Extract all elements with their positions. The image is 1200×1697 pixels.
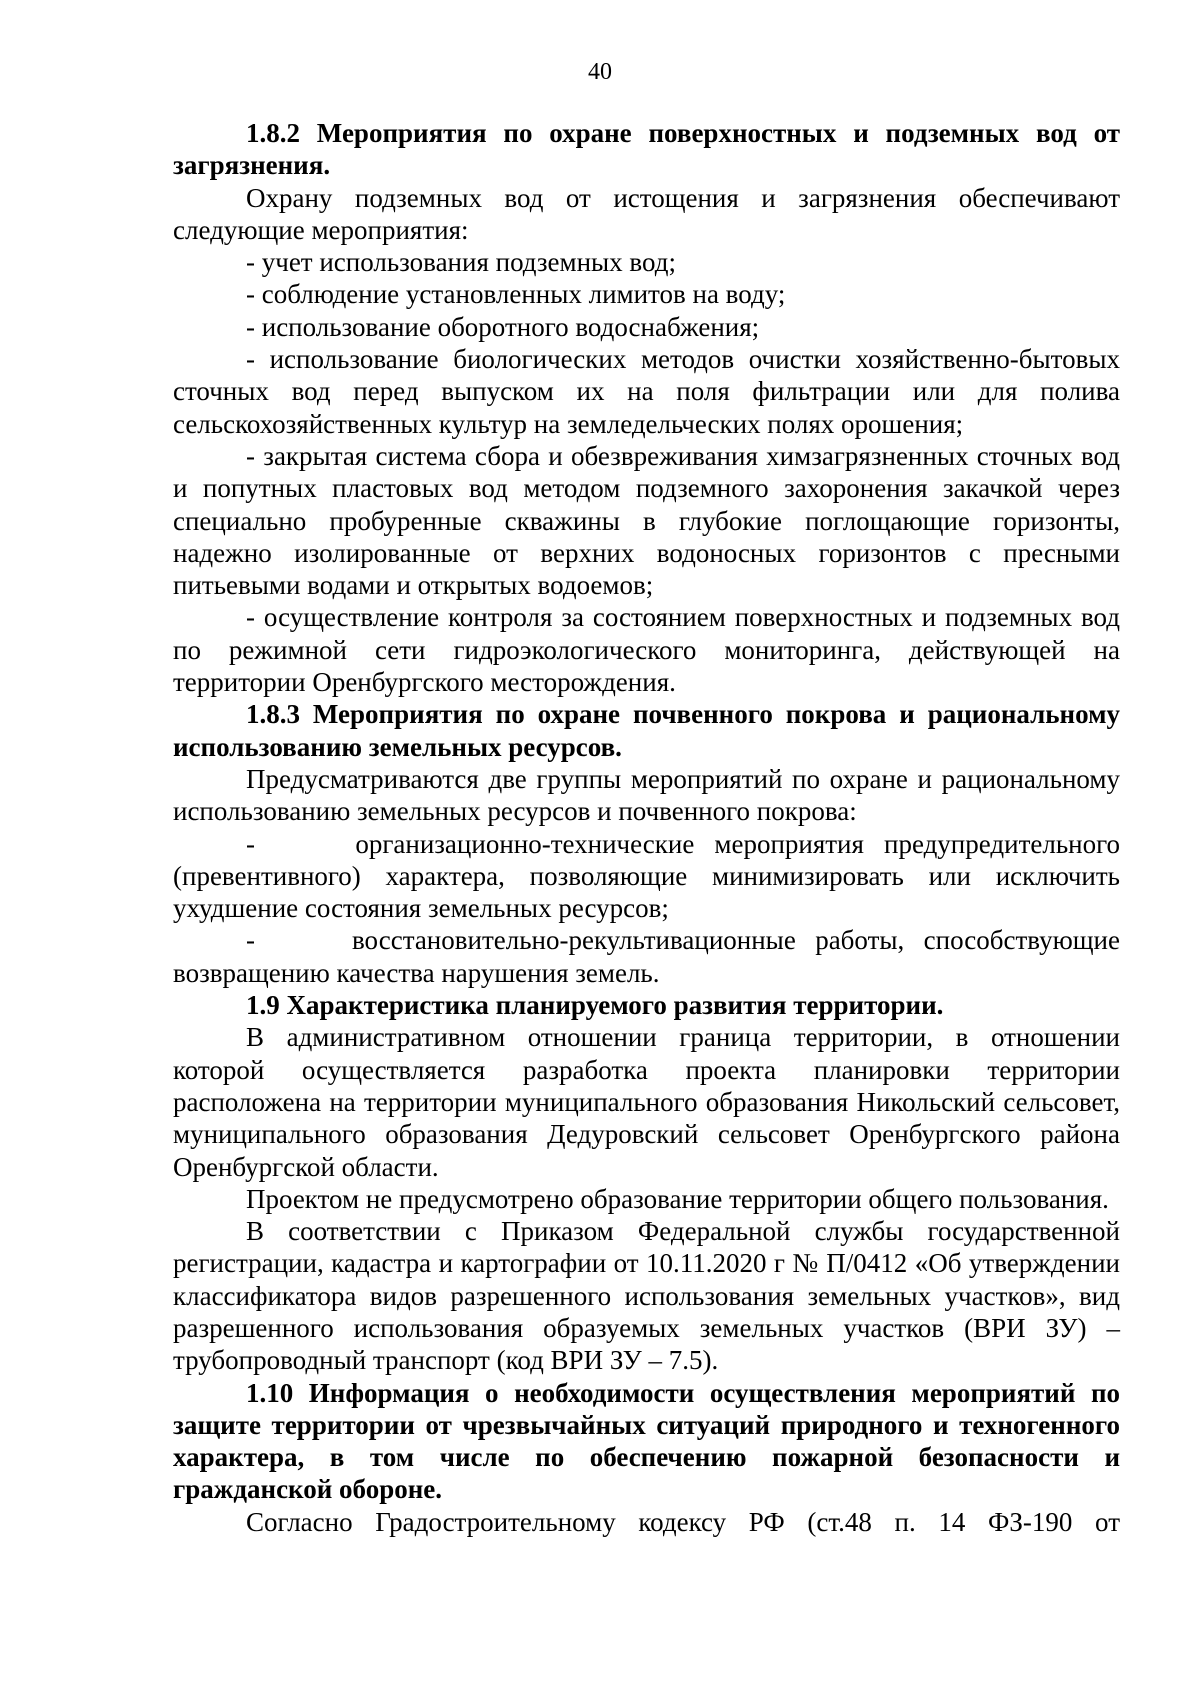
page-body [173,117,1120,1538]
section-heading-1-8-2: 1.8.2 Мероприятия по охране поверхностных и подземных вод от загрязнения. [173,118,1120,181]
list-item: - организационно-технические мероприятия предупредительного (превентивного) характера, позволяющие минимизировать или исключить ухудшение состояния земельных ресурсов; [173,828,1120,924]
paragraph: Охрану подземных вод от истощения и загрязнения обеспечивают следующие мероприятия: [173,182,1120,245]
section-heading-1-10: 1.10 Информация о необходимости осуществления мероприятий по защите территории от чрезвычайных ситуаций природного и техногенного характера, в том числе по обеспечению пожарной безопасности и гражданской обороне. [173,1377,1120,1505]
section-heading-1-9: 1.9 Характеристика планируемого развития территории. [246,990,944,1021]
list-item: - учет использования подземных вод; [246,247,676,278]
paragraph: В соответствии с Приказом Федеральной службы государственной регистрации, кадастра и картографии от 10.11.2020 г № П/0412 «Об утверждении классификатора видов разрешенного использования земельных участков», вид разрешенного использования образуемых земельных участков (ВРИ ЗУ) – трубопроводный транспорт (код ВРИ ЗУ – 7.5). [173,1216,1120,1376]
list-item: - восстановительно-рекультивационные работы, способствующие возвращению качества нарушения земель. [173,925,1120,988]
list-item: - осуществление контроля за состоянием поверхностных и подземных вод по режимной сети гидроэкологического мониторинга, действующей на территории Оренбургского месторождения. [173,602,1120,698]
list-item: - использование биологических методов очистки хозяйственно-бытовых сточных вод перед выпуском их на поля фильтрации или для полива сельскохозяйственных культур на земледельческих полях орошения; [173,344,1120,439]
paragraph: В административном отношении граница территории, в отношении которой осуществляется разработка проекта планировки территории расположена на территории муниципального образования Никольский сельсовет, муниципального образования Дедуровский сельсовет Оренбургского района Оренбургской области. [173,1022,1120,1182]
list-item: - соблюдение установленных лимитов на воду; [246,279,786,310]
paragraph: Проектом не предусмотрено образование территории общего пользования. [246,1183,1109,1214]
list-item: - использование оборотного водоснабжения; [246,311,760,342]
paragraph: Согласно Градостроительному кодексу РФ (ст.48 п. 14 ФЗ-190 от [246,1506,1120,1537]
list-item: - закрытая система сбора и обезвреживания химзагрязненных сточных вод и попутных пластовых вод методом подземного захоронения закачкой через специально пробуренные скважины в глубокие поглощающие горизонты, надежно изолированные от верхних водоносных горизонтов с пресными питьевыми водами и открытых водоемов; [173,440,1120,601]
paragraph: Предусматриваются две группы мероприятий по охране и рациональному использованию земельных ресурсов и почвенного покрова: [173,763,1120,827]
page-number: 40 [588,59,612,85]
section-heading-1-8-3: 1.8.3 Мероприятия по охране почвенного покрова и рациональному использованию земельных ресурсов. [173,699,1120,762]
